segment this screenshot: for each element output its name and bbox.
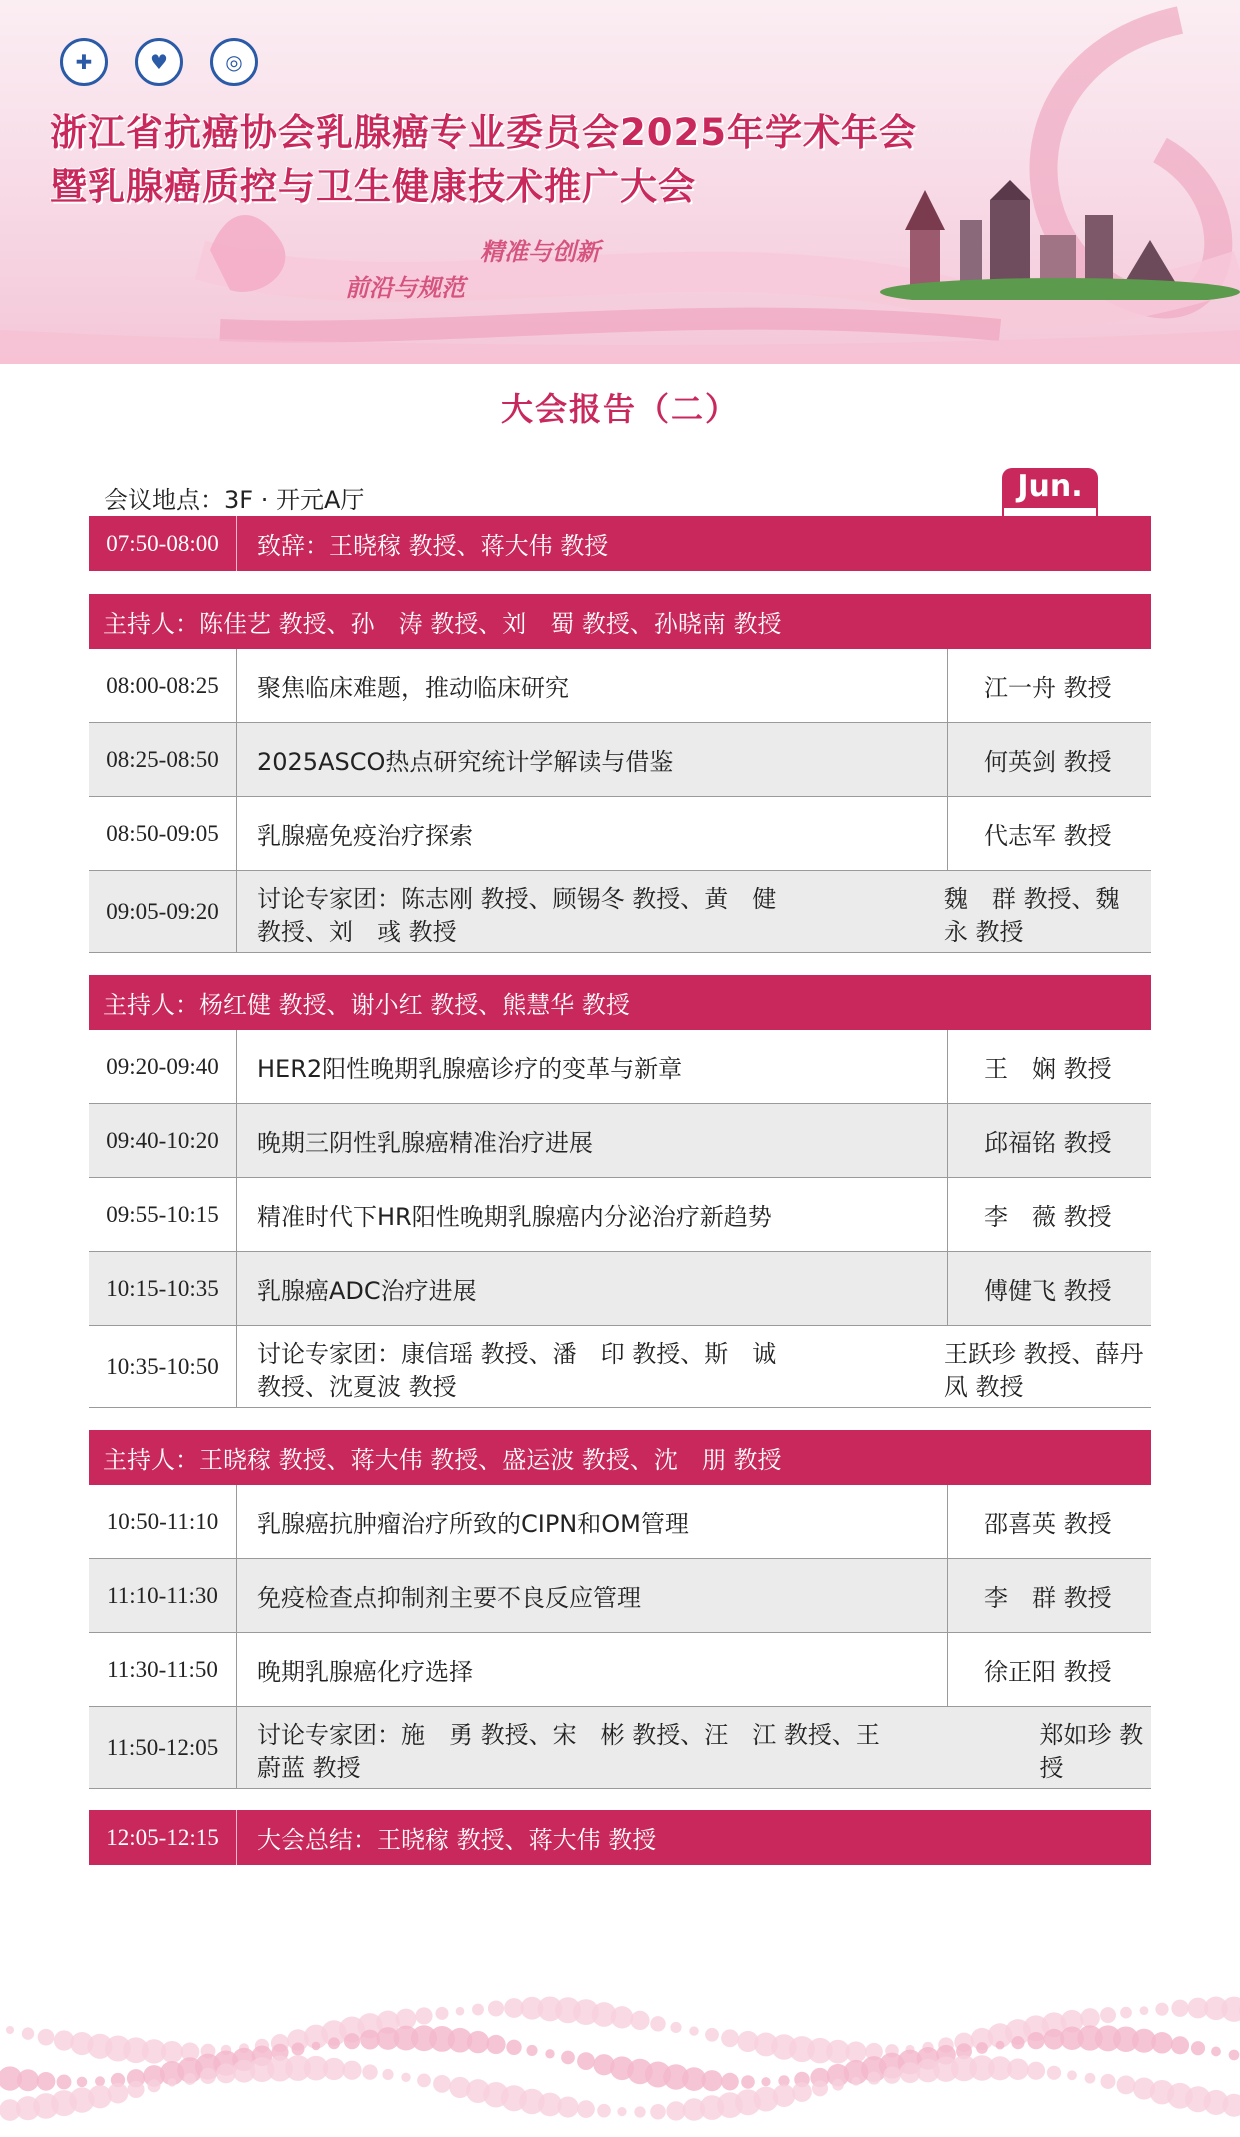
decorative-dot: [456, 2007, 465, 2016]
opening-text: 致辞：王晓稼 教授、蒋大伟 教授: [257, 532, 609, 560]
decorative-dot: [1151, 2032, 1173, 2054]
talk-time: 08:25-08:50: [89, 723, 237, 796]
decorative-dot: [88, 2085, 111, 2108]
talk-topic: HER2阳性晚期乳腺癌诊疗的变革与新章: [257, 1055, 683, 1083]
decorative-dot: [721, 2029, 739, 2047]
panel-row: [89, 1707, 1151, 1789]
panel-time: 09:05-09:20: [89, 871, 237, 952]
talk-topic: 晚期乳腺癌化疗选择: [257, 1658, 473, 1686]
decorative-dot: [168, 2078, 177, 2087]
decorative-dot: [1229, 2050, 1240, 2061]
talk-topic: 2025ASCO热点研究统计学解读与借鉴: [257, 748, 674, 776]
banner-title-line2: 暨乳腺癌质控与卫生健康技术推广大会: [50, 165, 696, 208]
decorative-dot: [883, 2066, 900, 2083]
decorative-dot: [1047, 2066, 1061, 2080]
decorative-dot: [435, 2007, 448, 2020]
opening-row: [89, 516, 1151, 571]
decorative-dot: [1191, 2041, 1205, 2055]
talk-speaker: 邵喜英 教授: [947, 1485, 1151, 1558]
talk-time: 09:55-10:15: [89, 1178, 237, 1251]
decorative-dot: [1140, 2006, 1149, 2015]
table-row: [89, 1485, 1151, 1559]
talk-time: 09:20-09:40: [89, 1030, 237, 1103]
decorative-dot: [1171, 2036, 1189, 2054]
panel-experts: [237, 871, 1151, 952]
decorative-dot: [1027, 2032, 1044, 2049]
decorative-dot: [1067, 2070, 1077, 2080]
decorative-dot: [108, 2083, 129, 2104]
date-month: Jun.: [1002, 468, 1098, 506]
decorative-dot: [1100, 2074, 1115, 2089]
decorative-dot: [545, 2049, 554, 2058]
panel-row: [89, 871, 1151, 953]
session-2-host: 主持人：杨红健 教授、谢小红 教授、熊慧华 教授: [89, 975, 1151, 1030]
panel-line-2: 魏 群 教授、魏 永 教授: [943, 884, 1144, 946]
panel-line-1: 讨论专家团：陈志刚 教授、顾锡冬 教授、黄 健 教授、刘 彧 教授: [257, 884, 777, 946]
table-row: [89, 1633, 1151, 1707]
association-logo-3: ◎: [210, 38, 258, 86]
header-banner: [0, 0, 1240, 364]
decorative-dots-footer: [0, 1990, 1240, 2137]
talk-topic: 免疫检查点抑制剂主要不良反应管理: [257, 1584, 641, 1612]
decorative-dot: [1007, 2058, 1029, 2080]
panel-line-2: 王跃珍 教授、薛丹凤 教授: [943, 1339, 1144, 1401]
decorative-dot: [705, 2028, 719, 2042]
talk-time: 08:00-08:25: [89, 649, 237, 722]
talk-time: 11:10-11:30: [89, 1559, 237, 1632]
talk-topic: 乳腺癌免疫治疗探索: [257, 822, 473, 850]
decorative-dot: [701, 2070, 722, 2091]
decorative-dot: [291, 2042, 304, 2055]
decorative-dot: [650, 2104, 666, 2120]
decorative-dot: [561, 2051, 575, 2065]
talk-time: 09:40-10:20: [89, 1104, 237, 1177]
decorative-dot: [557, 2096, 578, 2117]
table-row: [89, 797, 1151, 871]
talk-speaker: 李 薇 教授: [947, 1178, 1151, 1251]
session-1-host: 主持人：陈佳艺 教授、孙 涛 教授、刘 蜀 教授、孙晓南 教授: [89, 594, 1151, 649]
decorative-dot: [344, 2033, 360, 2049]
decorative-dot: [617, 2107, 626, 2116]
talk-speaker: 傅健飞 教授: [947, 1252, 1151, 1325]
closing-time: 12:05-12:15: [89, 1810, 237, 1865]
table-row: [89, 1178, 1151, 1252]
decorative-dot: [577, 2052, 595, 2070]
decorative-dot: [415, 2007, 432, 2024]
decorative-dot: [611, 2006, 633, 2028]
decorative-dot: [342, 2061, 361, 2080]
table-row: [89, 1030, 1151, 1104]
decorative-dot: [577, 2100, 595, 2118]
panel-experts: [237, 1326, 1151, 1407]
talk-speaker: 何英剑 教授: [947, 723, 1151, 796]
closing-text: 大会总结：王晓稼 教授、蒋大伟 教授: [257, 1826, 657, 1854]
decorative-dot: [506, 2040, 521, 2055]
talk-speaker: 邱福铭 教授: [947, 1104, 1151, 1177]
decorative-dot: [630, 2011, 649, 2030]
decorative-dot: [127, 2081, 144, 2098]
decorative-dot: [486, 2035, 505, 2054]
talk-speaker: 代志军 教授: [947, 797, 1151, 870]
talk-topic: 晚期三阴性乳腺癌精准治疗进展: [257, 1129, 593, 1157]
decorative-dot: [1155, 2003, 1168, 2016]
decorative-dot: [37, 2072, 56, 2091]
talk-time: 10:50-11:10: [89, 1485, 237, 1558]
decorative-dot: [17, 2069, 39, 2091]
decorative-dot: [433, 2075, 451, 2093]
panel-experts: [237, 1707, 1151, 1788]
decorative-dot: [526, 2045, 537, 2056]
decorative-dot: [161, 2041, 183, 2063]
talk-speaker: 江一舟 教授: [947, 649, 1151, 722]
decorative-dot: [472, 2004, 484, 2016]
table-row: [89, 649, 1151, 723]
decorative-dot: [1120, 2007, 1132, 2019]
talk-time: 08:50-09:05: [89, 797, 237, 870]
panel-time: 11:50-12:05: [89, 1707, 237, 1788]
decorative-dot: [200, 2068, 216, 2084]
talk-topic: 精准时代下HR阳性晚期乳腺癌内分泌治疗新趋势: [257, 1203, 772, 1231]
decorative-dot: [467, 2031, 489, 2053]
decorative-dot: [1211, 2047, 1221, 2057]
decorative-dot: [634, 2106, 645, 2117]
city-skyline-illustration: [880, 180, 1240, 300]
decorative-dot: [323, 2058, 345, 2080]
decorative-dot: [670, 2022, 681, 2033]
opening-time: 07:50-08:00: [89, 516, 237, 571]
talk-speaker: 王 娴 教授: [947, 1030, 1151, 1103]
talk-speaker: 徐正阳 教授: [947, 1633, 1151, 1706]
panel-line-1: 讨论专家团：康信瑶 教授、潘 印 教授、斯 诚 教授、沈夏波 教授: [257, 1339, 777, 1401]
decorative-dot: [666, 2101, 685, 2120]
association-logo-1: ✚: [60, 38, 108, 86]
decorative-dot: [1027, 2062, 1045, 2080]
closing-row: [89, 1810, 1151, 1865]
decorative-dot: [95, 2076, 105, 2086]
decorative-dot: [689, 2026, 698, 2035]
decorative-dot: [1171, 2000, 1188, 2017]
decorative-dot: [1100, 2007, 1116, 2023]
decorative-dot: [184, 2073, 196, 2085]
talk-topic: 聚焦临床难题，推动临床研究: [257, 674, 569, 702]
banner-title-line1: 浙江省抗癌协会乳腺癌专业委员会2025年学术年会: [50, 111, 917, 154]
table-row: [89, 1559, 1151, 1633]
decorative-dot: [741, 2075, 755, 2089]
decorative-dot: [832, 2079, 844, 2091]
decorative-dot: [147, 2079, 160, 2092]
decorative-dot: [650, 2016, 665, 2031]
table-row: [89, 1104, 1151, 1178]
decorative-dot: [312, 2042, 321, 2051]
decorative-dot: [1085, 2073, 1096, 2084]
decorative-dot: [1117, 2075, 1136, 2094]
decorative-dot: [1080, 2008, 1100, 2028]
table-row: [89, 1252, 1151, 1326]
decorative-dot: [417, 2074, 431, 2088]
decorative-dot: [57, 2075, 72, 2090]
panel-line-1: 讨论专家团：施 勇 教授、宋 彬 教授、汪 江 教授、王蔚蓝 教授: [257, 1720, 880, 1782]
decorative-dot: [77, 2077, 88, 2088]
panel-time: 10:35-10:50: [89, 1326, 237, 1407]
panel-line-2: 郑如珍 教授: [1039, 1720, 1144, 1782]
decorative-dot: [792, 2082, 812, 2102]
decorative-dot: [22, 2027, 34, 2039]
decorative-dot: [852, 2077, 861, 2086]
decorative-dot: [488, 2000, 504, 2016]
talk-time: 11:30-11:50: [89, 1633, 237, 1706]
venue-label: 会议地点：3F · 开元A厅: [104, 486, 365, 514]
decorative-dot: [867, 2071, 880, 2084]
decorative-dot: [1011, 2036, 1024, 2049]
panel-row: [89, 1326, 1151, 1408]
section-title: 大会报告（二）: [500, 390, 739, 428]
slogan-left: 前沿与规范: [345, 274, 465, 302]
talk-topic: 乳腺癌抗肿瘤治疗所致的CIPN和OM管理: [257, 1510, 689, 1538]
association-logo-2: ♥: [135, 38, 183, 86]
decorative-dot: [721, 2073, 739, 2091]
decorative-dot: [761, 2077, 770, 2086]
decorative-dot: [328, 2037, 340, 2049]
decorative-dot: [362, 2064, 377, 2079]
decorative-dot: [773, 2084, 796, 2107]
talk-speaker: 李 群 教授: [947, 1559, 1151, 1632]
decorative-dot: [38, 2029, 55, 2046]
decorative-dot: [845, 2041, 866, 2062]
table-row: [89, 723, 1151, 797]
talk-topic: 乳腺癌ADC治疗进展: [257, 1277, 477, 1305]
talk-time: 10:15-10:35: [89, 1252, 237, 1325]
decorative-dot: [812, 2080, 828, 2096]
decorative-dot: [401, 2073, 410, 2082]
session-3-host: 主持人：王晓稼 教授、蒋大伟 教授、盛运波 教授、沈 朋 教授: [89, 1430, 1151, 1485]
decorative-dot: [597, 2104, 611, 2118]
decorative-dot: [6, 2026, 14, 2034]
slogan-right: 精准与创新: [480, 238, 600, 266]
decorative-dot: [382, 2069, 393, 2080]
decorative-dot: [996, 2041, 1005, 2050]
decorative-dot: [976, 2042, 988, 2054]
